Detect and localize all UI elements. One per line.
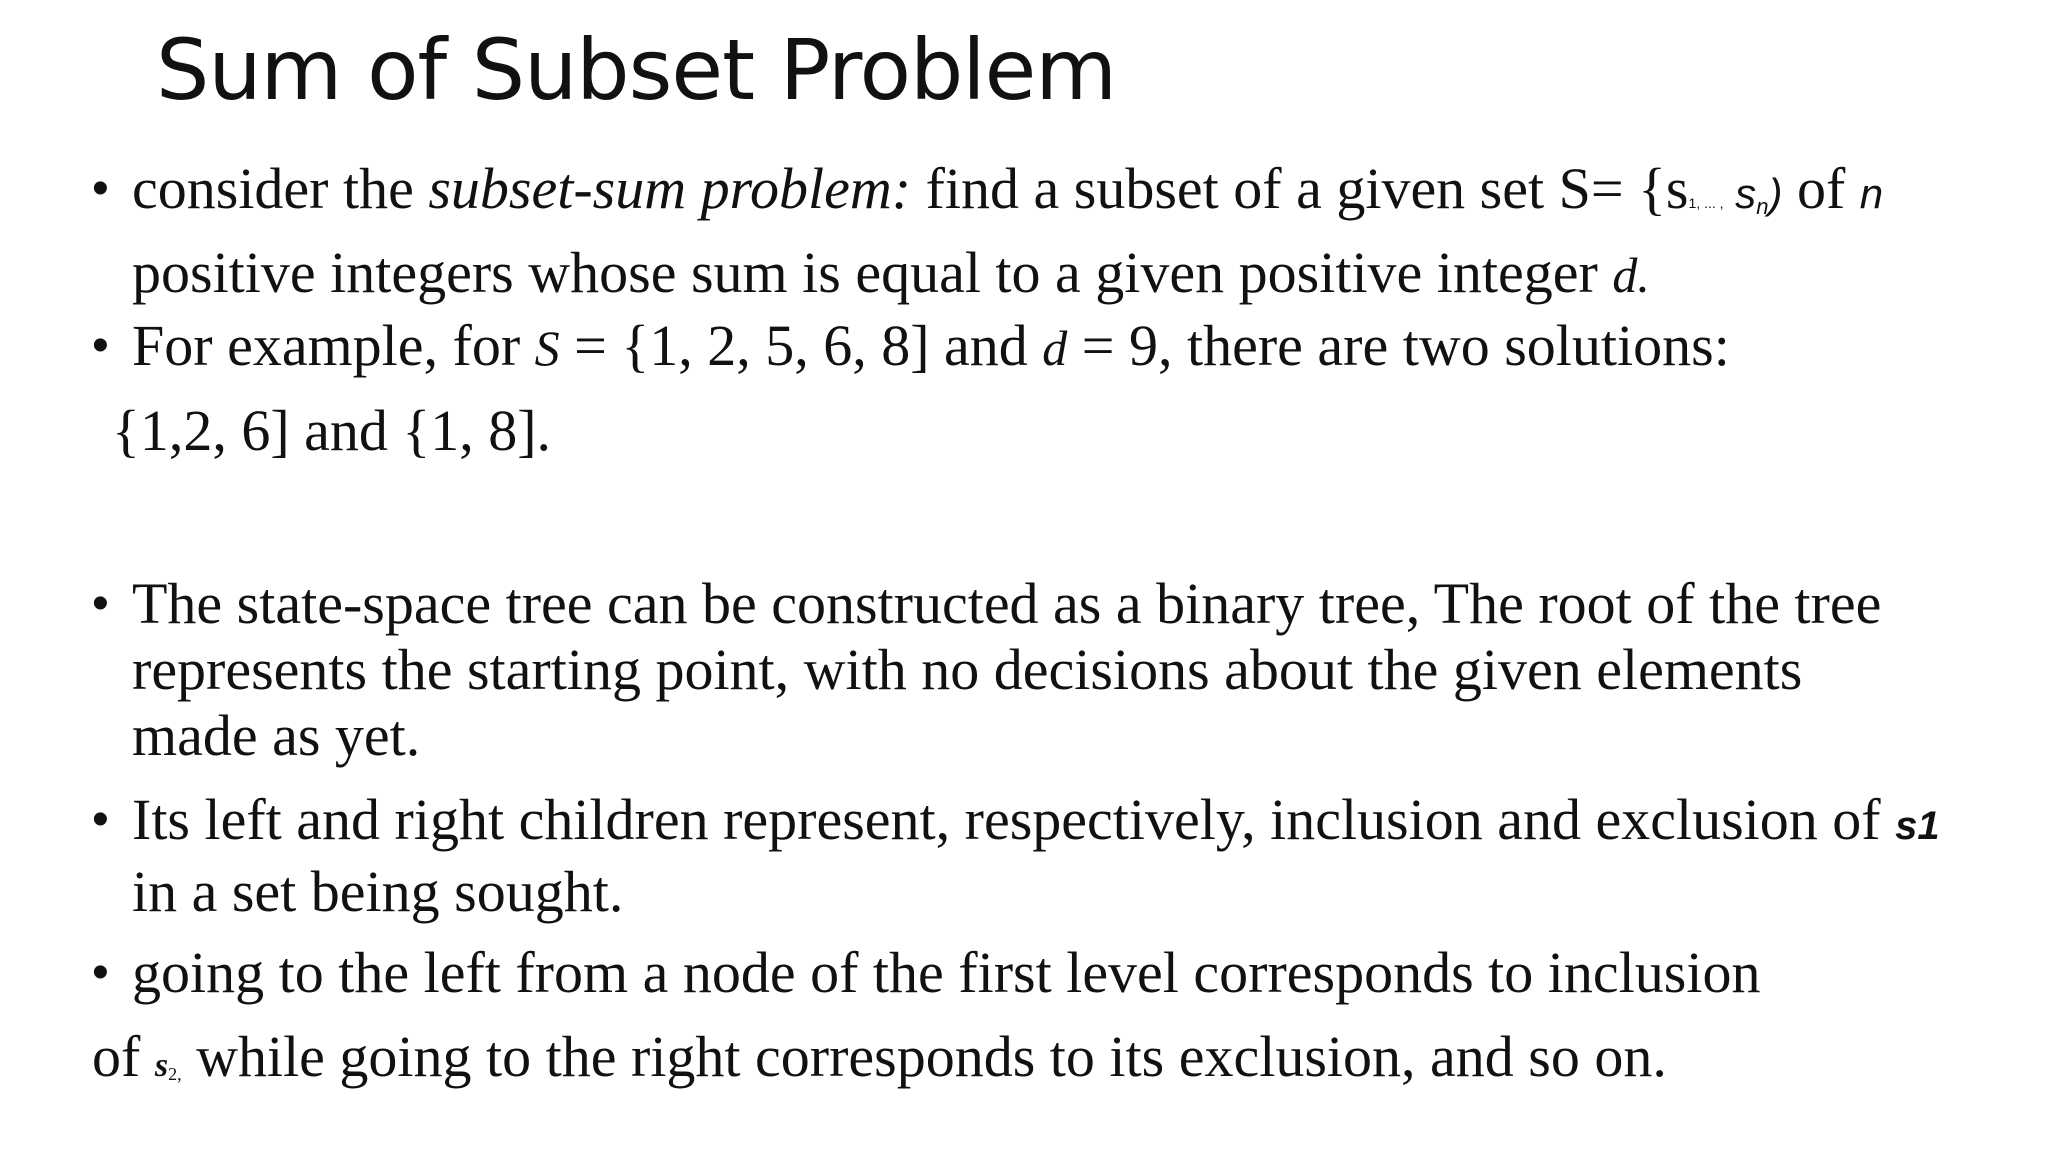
bullet-subset-sum-definition (92, 156, 2032, 308)
bullet-first-level (92, 940, 2032, 1006)
subscript-range: 1, ... , (1688, 195, 1724, 211)
bullet-text-line: in a set being sought. (132, 859, 624, 924)
paren-close: ) (1768, 170, 1783, 217)
bullet-icon: • (92, 946, 109, 999)
variable-s2: s (154, 1047, 169, 1084)
text-run: Its left and right children represent, respectively, inclusion and exclusion of (132, 787, 1896, 852)
variable-S: S (534, 320, 560, 376)
variable-d: d (1042, 320, 1068, 376)
bullet-example (92, 313, 2032, 381)
bullet-text-line: going to the left from a node of the first level corresponds to inclusion (132, 940, 1761, 1005)
variable-n: n (1859, 170, 1884, 217)
example-solutions-line: {1,2, 6] and {1, 8]. (112, 398, 552, 463)
text-run: = {1, 2, 5, 6, 8] and (559, 313, 1043, 378)
slide-title: Sum of Subset Problem (156, 21, 1117, 119)
text-run: positive integers whose sum is equal to a given positive integer (132, 240, 1613, 305)
text-run: = 9, there are two solutions: (1067, 313, 1730, 378)
subscript-n: n (1756, 194, 1769, 219)
bullet-icon: • (92, 162, 109, 215)
text-run: of (92, 1024, 155, 1089)
bullet-state-space-tree (92, 571, 2032, 769)
bullet-icon: • (92, 319, 109, 372)
text-run: of (1782, 156, 1860, 221)
bullet-text-line (132, 787, 2032, 859)
variable-s: s (1723, 170, 1757, 217)
bullet-text-line (132, 313, 2032, 381)
variable-d: d. (1612, 247, 1650, 303)
text-run: find a subset of a given set S= {s (911, 156, 1689, 221)
bullet-text-line: The state-space tree can be constructed as a binary tree, The root of the tree (132, 571, 1882, 636)
term-subset-sum-problem: subset-sum problem: (428, 156, 912, 221)
bullet-text-line: made as yet. (132, 703, 421, 768)
bullet-text-line (132, 240, 2032, 308)
first-level-continuation (92, 1024, 1667, 1107)
variable-s1: s1 (1895, 804, 1940, 848)
bullet-icon: • (92, 793, 109, 846)
text-run: while going to the right corresponds to its exclusion, and so on. (181, 1024, 1667, 1089)
bullet-text-line (132, 156, 2032, 240)
text-run: consider the (132, 156, 429, 221)
bullet-icon: • (92, 577, 109, 630)
bullet-text-line: represents the starting point, with no decisions about the given elements (132, 637, 1803, 702)
text-run: For example, for (132, 313, 535, 378)
bullet-children (92, 787, 2032, 925)
subscript-2: 2, (168, 1064, 182, 1084)
